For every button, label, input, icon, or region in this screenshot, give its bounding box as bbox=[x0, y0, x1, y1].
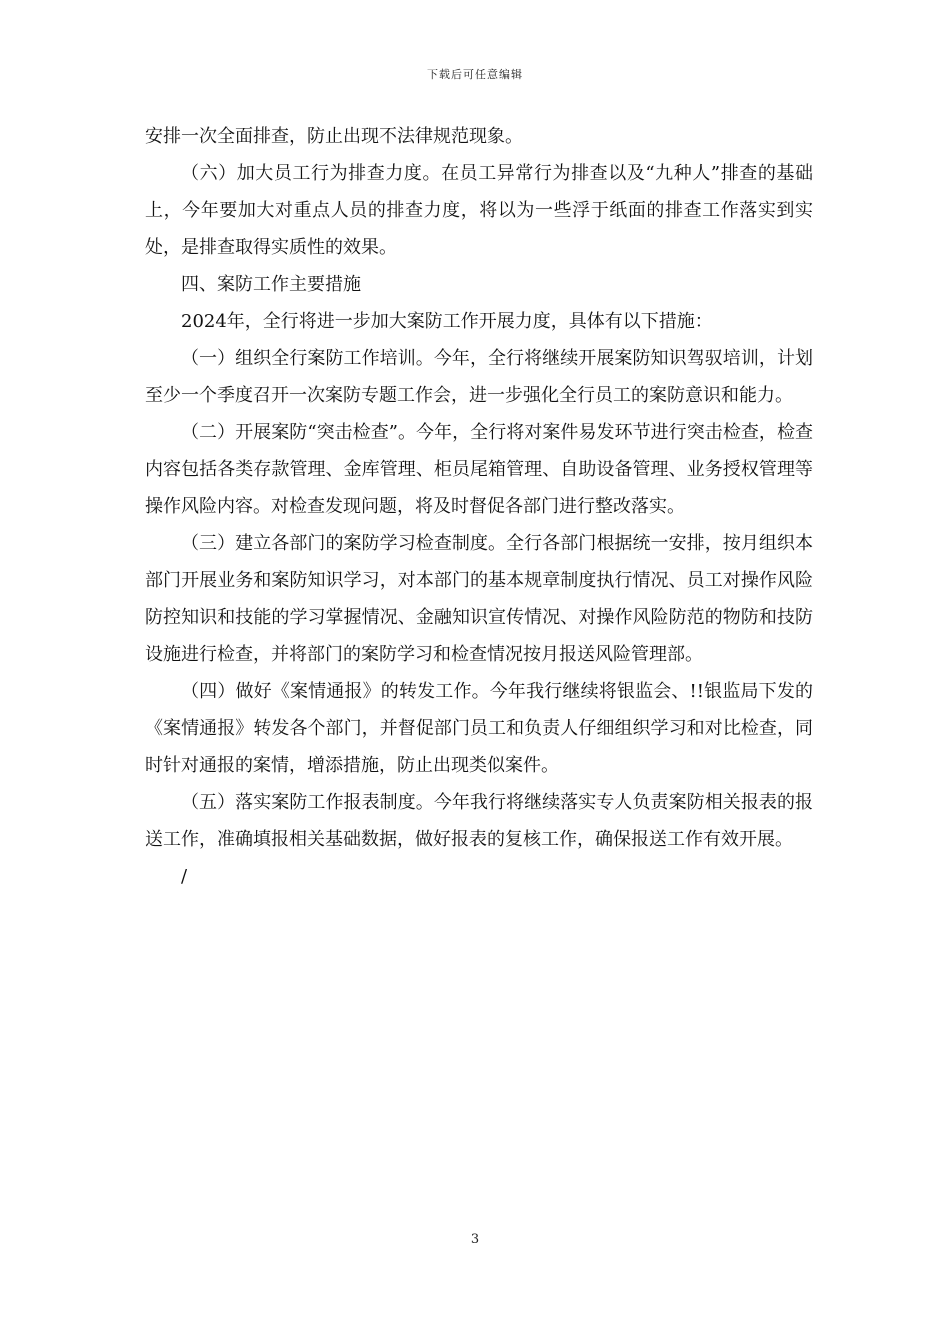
paragraph-item-six: （六）加大员工行为排查力度。在员工异常行为排查以及“九种人”排查的基础上，今年要加大对重点人员的排查力度，将以为一些浮于纸面的排查工作落实到实处，是排查取得实质性的效果。 bbox=[145, 163, 813, 258]
paragraph-continuation: 安排一次全面排查，防止出现不法律规范现象。 bbox=[145, 126, 523, 147]
paragraph-measure-one: （一）组织全行案防工作培训。今年，全行将继续开展案防知识驾驭培训，计划至少一个季度召开一次案防专题工作会，进一步强化全行员工的案防意识和能力。 bbox=[145, 348, 813, 406]
paragraph-intro: 2024年，全行将进一步加大案防工作开展力度，具体有以下措施： bbox=[181, 311, 713, 332]
page-header: 下载后可任意编辑 bbox=[427, 68, 523, 81]
paragraph-trailing-mark: / bbox=[181, 866, 188, 887]
paragraph-measure-five: （五）落实案防工作报表制度。今年我行将继续落实专人负责案防相关报表的报送工作，准确填报相关基础数据，做好报表的复核工作，确保报送工作有效开展。 bbox=[145, 792, 813, 850]
paragraph-measure-three: （三）建立各部门的案防学习检查制度。全行各部门根据统一安排，按月组织本部门开展业务和案防知识学习，对本部门的基本规章制度执行情况、员工对操作风险防控知识和技能的学习掌握情况、金融知识宣传情况、对操作风险防范的物防和技防设施进行检查，并将部门的案防学习和检查情况按月报送风险管理部。 bbox=[145, 533, 813, 665]
paragraph-measure-two: （二）开展案防“突击检查”。今年，全行将对案件易发环节进行突击检查，检查内容包括各类存款管理、金库管理、柜员尾箱管理、自助设备管理、业务授权管理等操作风险内容。对检查发现问题，将及时督促各部门进行整改落实。 bbox=[145, 422, 813, 517]
paragraph-measure-four: （四）做好《案情通报》的转发工作。今年我行继续将银监会、!!银监局下发的《案情通报》转发各个部门，并督促部门员工和负责人仔细组织学习和对比检查，同时针对通报的案情，增添措施，防止出现类似案件。 bbox=[145, 681, 813, 776]
document-body bbox=[145, 118, 813, 895]
section-heading-measures: 四、案防工作主要措施 bbox=[181, 274, 361, 295]
page-number: 3 bbox=[470, 1232, 480, 1247]
